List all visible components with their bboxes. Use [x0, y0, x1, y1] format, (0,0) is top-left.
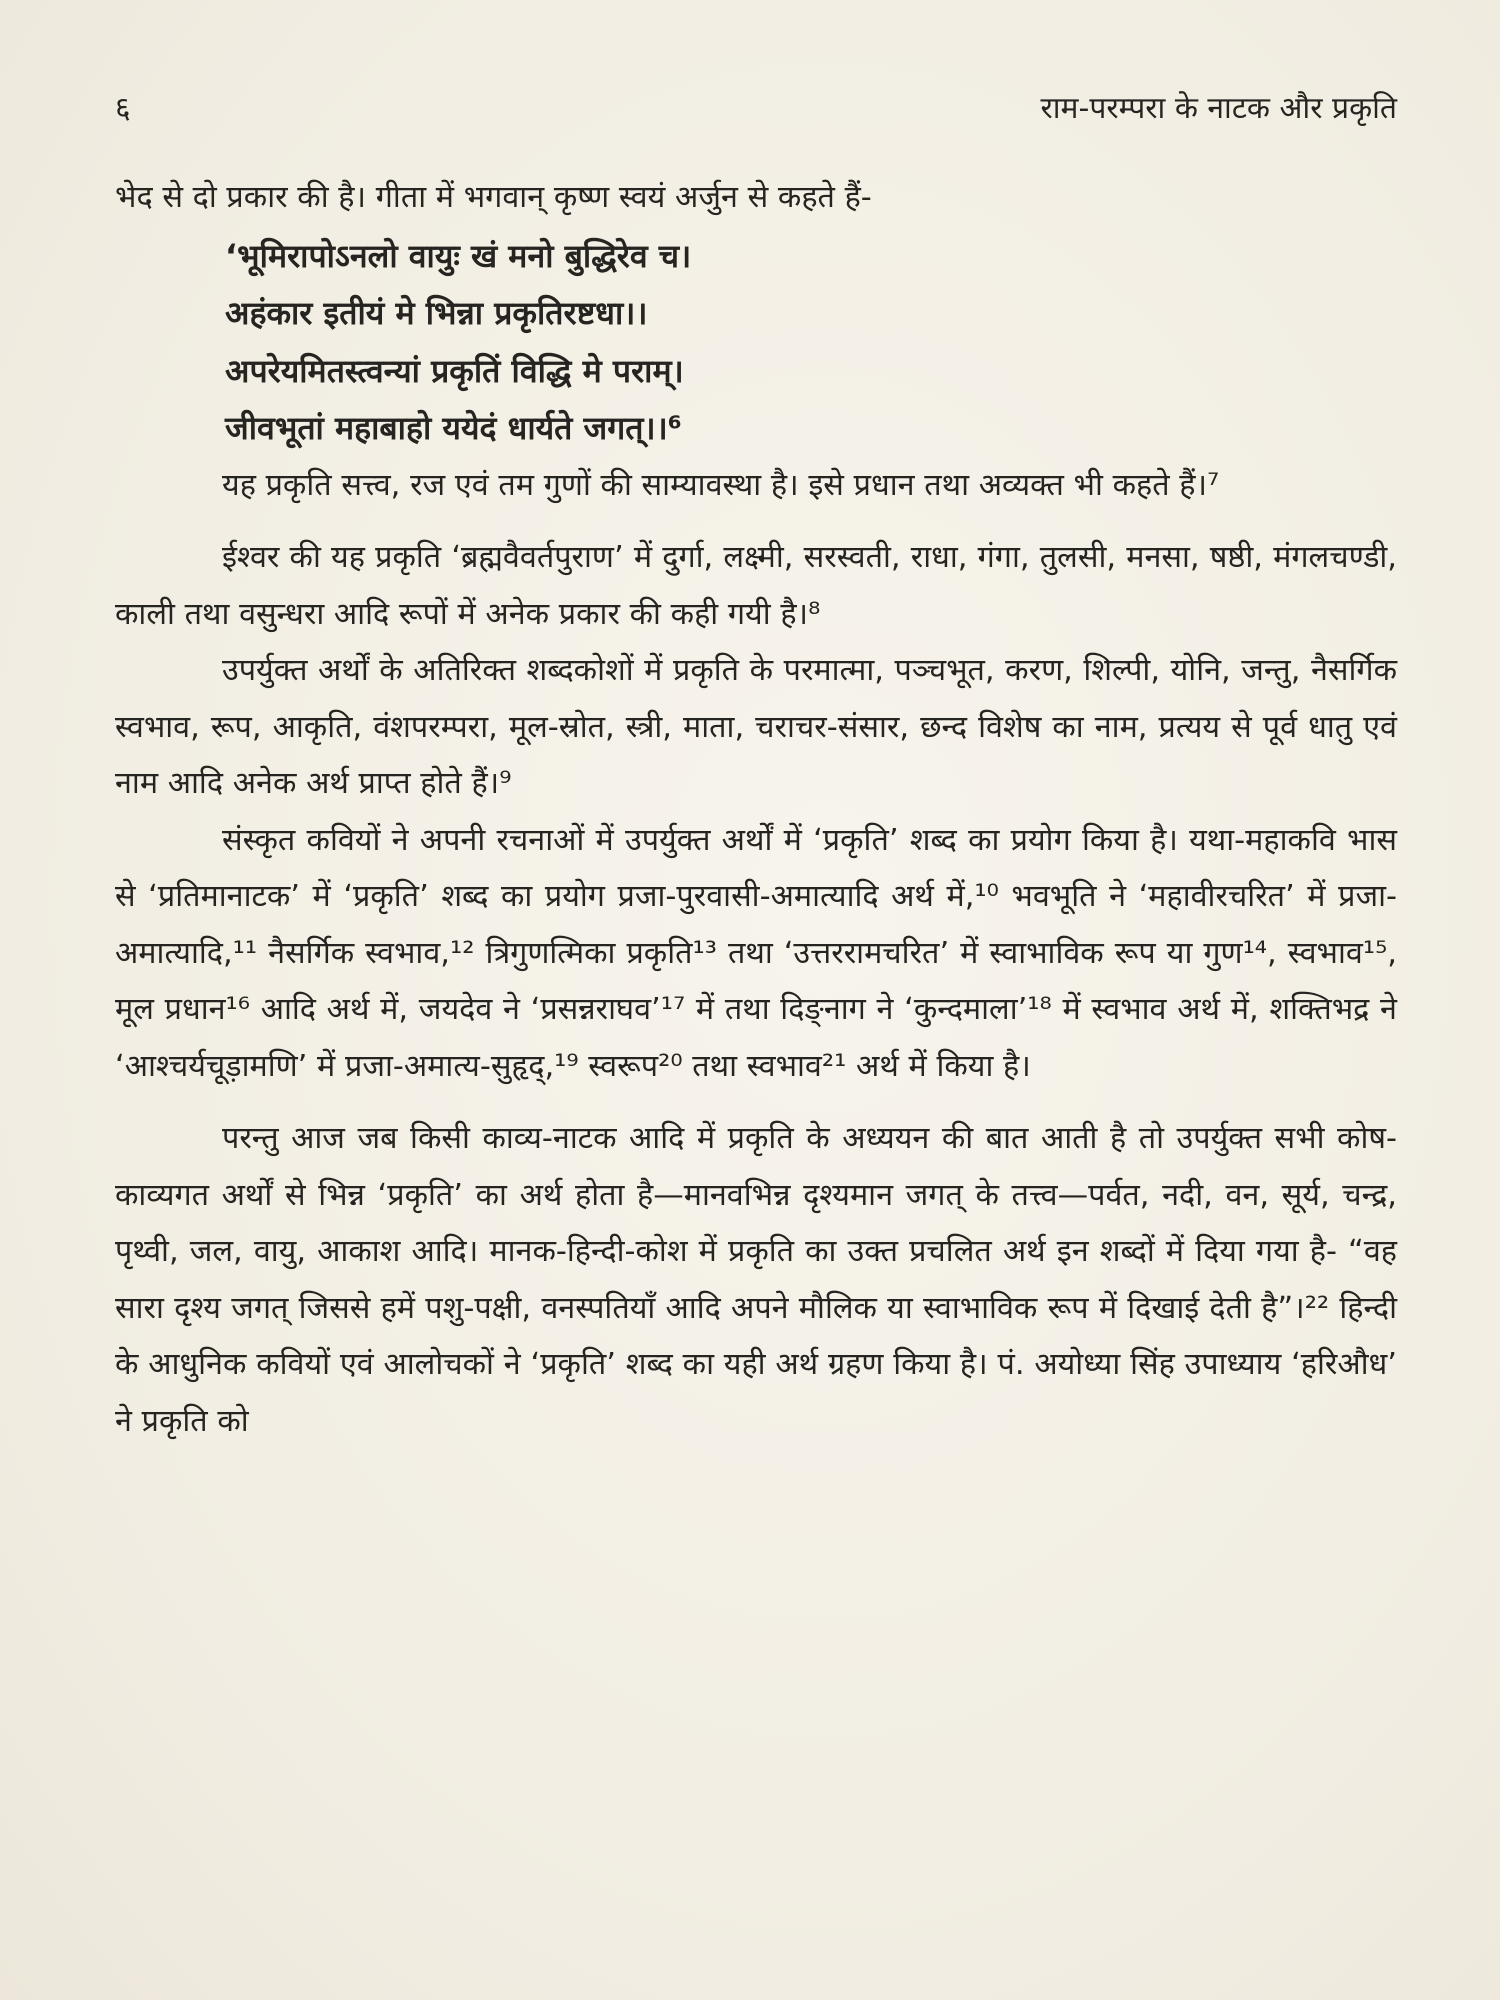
gita-verse: [225, 228, 1397, 458]
verse-line: ‘भूमिरापोऽनलो वायुः खं मनो बुद्धिरेव च।: [225, 236, 692, 275]
paragraph: ईश्वर की यह प्रकृति ‘ब्रह्मवैवर्तपुराण’ में दुर्गा, लक्ष्मी, सरस्वती, राधा, गंगा, तुलसी, मनसा, षष्ठी, मंगलचण्डी, काली तथा वसुन्धरा आदि रूपों में अनेक प्रकार की कही गयी है।⁸: [115, 540, 1397, 632]
page-body: [115, 170, 1397, 1450]
running-title: राम-परम्परा के नाटक और प्रकृति: [1040, 91, 1397, 126]
page-number: ६: [115, 91, 131, 126]
paragraph: यह प्रकृति सत्त्व, रज एवं तम गुणों की साम्यावस्था है। इसे प्रधान तथा अव्यक्त भी कहते हैं।⁷: [222, 467, 1220, 503]
page-header: [115, 80, 1397, 130]
paragraph: परन्तु आज जब किसी काव्य-नाटक आदि में प्रकृति के अध्ययन की बात आती है तो उपर्युक्त सभी कोष-काव्यगत अर्थों से भिन्न ‘प्रकृति’ का अर्थ होता है—मानवभिन्न दृश्यमान जगत् के तत्त्व—पर्वत, नदी, वन, सूर्य, चन्द्र, पृथ्वी, जल, वायु, आकाश आदि। मानक-हिन्दी-कोश में प्रकृति का उक्त प्रचलित अर्थ इन शब्दों में दिया गया है- “वह सारा दृश्य जगत् जिससे हमें पशु-पक्षी, वनस्पतियाँ आदि अपने मौलिक या स्वाभाविक रूप में दिखाई देती है”।²² हिन्दी के आधुनिक कवियों एवं आलोचकों ने ‘प्रकृति’ शब्द का यही अर्थ ग्रहण किया है। पं. अयोध्या सिंह उपाध्याय ‘हरिऔध’ ने प्रकृति को: [115, 1121, 1397, 1439]
intro-line: भेद से दो प्रकार की है। गीता में भगवान् कृष्ण स्वयं अर्जुन से कहते हैं-: [115, 180, 872, 215]
verse-line: अहंकार इतीयं मे भिन्ना प्रकृतिरष्टधा।।: [225, 294, 648, 332]
paragraph: उपर्युक्त अर्थों के अतिरिक्त शब्दकोशों में प्रकृति के परमात्मा, पञ्चभूत, करण, शिल्पी, योनि, जन्तु, नैसर्गिक स्वभाव, रूप, आकृति, वंशपरम्परा, मूल-स्रोत, स्त्री, माता, चराचर-संसार, छन्द विशेष का नाम, प्रत्यय से पूर्व धातु एवं नाम आदि अनेक अर्थ प्राप्त होते हैं।⁹: [115, 653, 1397, 801]
verse-line: अपरेयमितस्त्वन्यां प्रकृतिं विद्धि मे पराम्।: [225, 351, 684, 390]
verse-line: जीवभूतां महाबाहो ययेदं धार्यते जगत्।।⁶: [225, 409, 682, 447]
paragraph: संस्कृत कवियों ने अपनी रचनाओं में उपर्युक्त अर्थों में ‘प्रकृति’ शब्द का प्रयोग किया है। यथा-महाकवि भास से ‘प्रतिमानाटक’ में ‘प्रकृति’ शब्द का प्रयोग प्रजा-पुरवासी-अमात्यादि अर्थ में,¹⁰ भवभूति ने ‘महावीरचरित’ में प्रजा-अमात्यादि,¹¹ नैसर्गिक स्वभाव,¹² त्रिगुणत्मिका प्रकृति¹³ तथा ‘उत्तररामचरित’ में स्वाभाविक रूप या गुण¹⁴, स्वभाव¹⁵, मूल प्रधान¹⁶ आदि अर्थ में, जयदेव ने ‘प्रसन्नराघव’¹⁷ में तथा दिङ्नाग ने ‘कुन्दमाला’¹⁸ में स्वभाव अर्थ में, शक्तिभद्र ने ‘आश्चर्यचूड़ामणि’ में प्रजा-अमात्य-सुहृद्,¹⁹ स्वरूप²⁰ तथा स्वभाव²¹ अर्थ में किया है।: [115, 822, 1397, 1084]
